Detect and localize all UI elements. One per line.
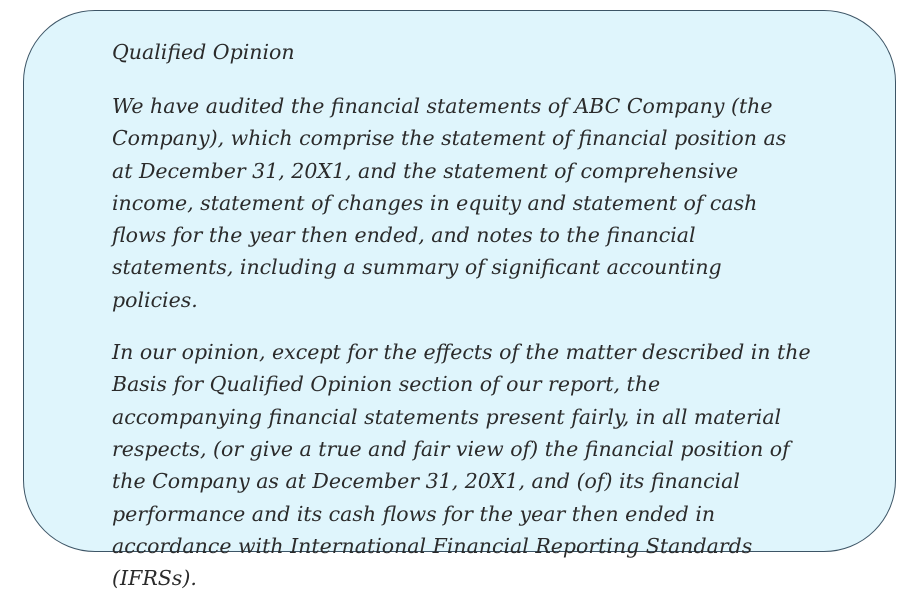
opinion-paragraph: In our opinion, except for the effects of the matter described in the Basis for Qualified Opinion section of our report, the accompanying financial statements present fairly, in all material respects, (or give a true and fair view of) the financial position of the Company as at December 31, 20X1, and (of) its financial performance and its cash flows for the year then ended in accordance with International Financial Reporting Standards (IFRSs). [112,340,811,591]
section-title: Qualified Opinion [112,40,295,64]
opinion-content [112,39,812,594]
audit-scope-paragraph: We have audited the financial statements of ABC Company (the Company), which comprise the statement of financial position as at December 31, 20X1, and the statement of comprehensive income, statement of changes in equity and statement of cash flows for the year then ended, and notes to the financial statements, including a summary of significant accounting policies. [112,94,787,312]
opinion-panel [23,10,896,591]
